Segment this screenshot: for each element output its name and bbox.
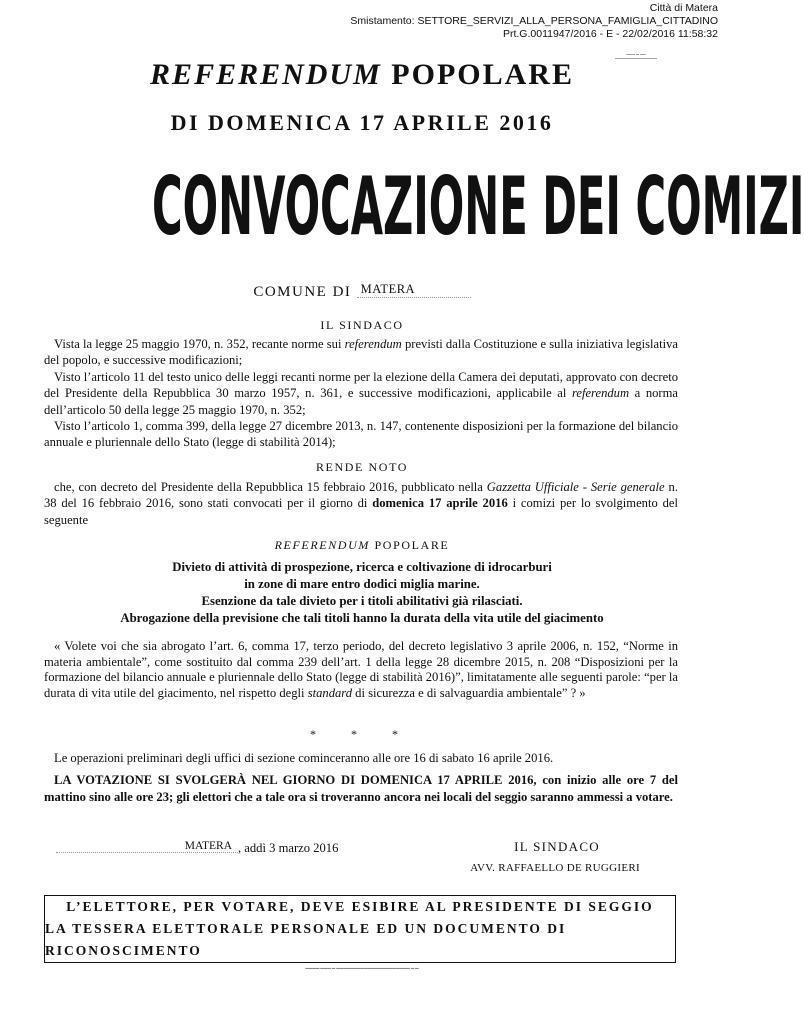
operazioni-block: [44, 750, 678, 766]
signature-name: AVV. RAFFAELLO DE RUGGIERI: [470, 862, 640, 874]
place-date-line: [56, 841, 338, 856]
rende-noto-block: [44, 479, 678, 528]
quesito-text: [44, 639, 678, 701]
comune-value: MATERA: [357, 282, 471, 298]
voter-notice-box: [44, 895, 676, 963]
quesito-title-line: in zone di mare entro dodici miglia marine.: [244, 577, 480, 591]
date-text: , addì 3 marzo 2016: [238, 841, 339, 855]
quesito-title-line: Esenzione da tale divieto per i titoli abilitativi già rilasciati.: [201, 594, 523, 608]
stamp-protocol-number: Prt.G.0011947/2016 - E - 22/02/2016 11:58:32: [502, 28, 718, 40]
notice-line-1: L’ELETTORE, PER VOTARE, DEVE ESIBIRE AL PRESIDENTE DI SEGGIO: [66, 899, 654, 914]
rende-noto-tail: i comizi per lo svolgimento del seguente: [44, 496, 678, 527]
rende-noto-paragraph: [44, 479, 678, 528]
title-date: DI DOMENICA 17 APRILE 2016: [170, 110, 554, 135]
referendum-heading-rest: POPOLARE: [369, 538, 450, 552]
premessa-3-text: Visto l’articolo 1, comma 399, della legge 27 dicembre 2013, n. 147, contenente disposizioni per la formazione del bilancio annuale e pluriennale dello Stato (legge di stabilità 2014);: [44, 419, 678, 450]
votazione-block: [44, 772, 678, 806]
quesito-titles: [0, 559, 724, 627]
premessa-2: [44, 369, 678, 418]
premessa-3: [44, 418, 678, 451]
quesito-title-line: Abrogazione della previsione che tali titoli hanno la durata della vita utile del giacimento: [120, 611, 604, 625]
tiny-print-note: ▬▬▬ ▬ ▬▬ ▬▬▬▬▬▬▬▬▬▬▬▬▬▬: [615, 52, 657, 60]
separator-stars: * * *: [310, 727, 414, 741]
votazione-text: LA VOTAZIONE SI SVOLGERÀ NEL GIORNO DI DOMENICA 17 APRILE 2016, con inizio alle ore 7 del mattino sino alle ore 23; gli elettori che a tale ora si troveranno ancora nei locali del seggio saranno ammessi a votare.: [44, 773, 678, 804]
premessa-2-tail: a norma dell’articolo 50 della legge 25 maggio 1970, n. 352;: [44, 386, 678, 417]
operazioni-text: Le operazioni preliminari degli uffici di sezione cominceranno alle ore 16 di sabato 16 aprile 2016.: [54, 751, 554, 765]
referendum-heading: [0, 538, 724, 553]
rende-noto-text: che, con decreto del Presidente della Repubblica 15 febbraio 2016, pubblicato nella: [54, 480, 487, 494]
premesse-block: [44, 336, 678, 451]
premessa-2-em: referendum: [571, 386, 630, 401]
signature-label: IL SINDACO: [514, 839, 600, 854]
main-title: CONVOCAZIONE DEI COMIZI: [152, 160, 804, 253]
quesito-em: standard: [307, 685, 353, 700]
quesito-body: « Volete voi che sia abrogato l’art. 6, comma 17, terzo periodo, del decreto legislativo 3 aprile 2006, n. 152, “Norme in materia ambientale”, come sostituito dal comma 239 dell’art. 1 della legge 28 dicembre 2015, n. 208 “Disposizioni per la formazione del bilancio annuale e pluriennale dello Stato (legge di stabilità 2016)”, limitatamente alle seguenti parole: “per la durata di vita utile del giacimento, nel rispetto degli: [44, 639, 678, 700]
rende-noto-heading: RENDE NOTO: [315, 460, 409, 474]
place-value: MATERA: [56, 840, 238, 853]
quesito-tail: di sicurezza e di salvaguardia ambientale” ? »: [352, 685, 586, 700]
stamp-routing: Smistamento: SETTORE_SERVIZI_ALLA_PERSONA_FAMIGLIA_CITTADINO: [350, 15, 718, 27]
rende-noto-mid: n. 38 del 16 febbraio 2016, sono stati convocati per il giorno di: [44, 480, 678, 511]
title-italic-word: REFERENDUM: [150, 58, 382, 91]
printer-imprint: ▬▬▬▬ ▬▬▬ ▬ ▬▬▬▬▬▬▬▬▬▬▬▬▬▬▬▬▬▬▬▬▬ ▬ ▬: [305, 966, 419, 970]
voting-date: domenica 17 aprile 2016: [372, 496, 508, 511]
sindaco-heading: IL SINDACO: [320, 318, 404, 332]
premessa-1-tail: previsti dalla Costituzione e sulla iniziativa legislativa del popolo, e successive modificazioni;: [44, 337, 678, 368]
premessa-2-text: Visto l’articolo 11 del testo unico delle leggi recanti norme per la elezione della Camera dei deputati, approvato con decreto del Presidente della Repubblica 30 marzo 1957, n. 361, e successive modificazioni, applicabile al: [44, 369, 678, 401]
premessa-1: [44, 336, 678, 369]
gazzetta-name: Gazzetta Ufficiale - Serie generale: [486, 480, 665, 494]
quesito-text-block: [44, 639, 678, 701]
title-referendum-popolare: [0, 58, 724, 92]
premessa-1-em: referendum: [344, 337, 402, 351]
comune-label: COMUNE DI: [253, 284, 357, 300]
quesito-title-line: Divieto di attività di prospezione, ricerca e coltivazione di idrocarburi: [172, 560, 552, 574]
referendum-heading-em: REFERENDUM: [274, 538, 370, 552]
notice-line-2: LA TESSERA ELETTORALE PERSONALE ED UN DOCUMENTO DI RICONOSCIMENTO: [45, 921, 567, 958]
premessa-1-text: Vista la legge 25 maggio 1970, n. 352, recante norme sui: [54, 337, 345, 351]
protocol-stamp: [350, 2, 718, 41]
stamp-city: Città di Matera: [649, 2, 718, 14]
title-rest: POPOLARE: [381, 58, 574, 91]
comune-line: [0, 284, 724, 301]
